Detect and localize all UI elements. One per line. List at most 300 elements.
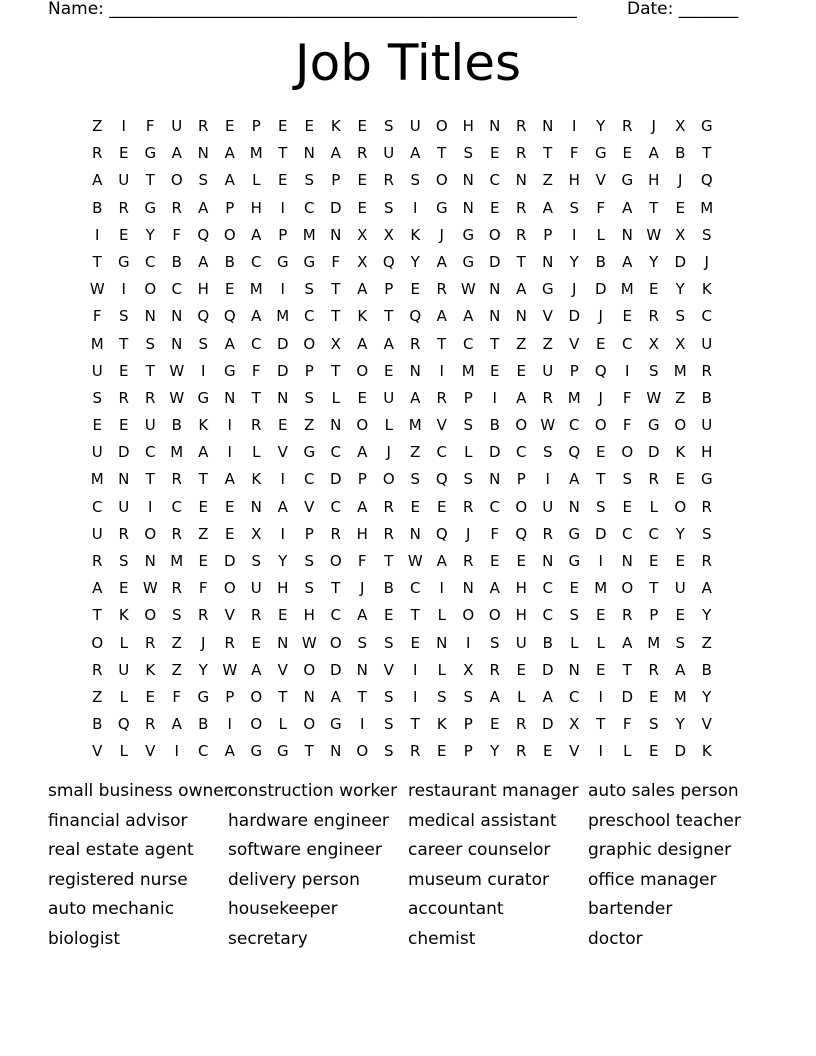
grid-letter[interactable]: A: [622, 252, 633, 271]
grid-letter[interactable]: S: [463, 687, 474, 706]
grid-letter[interactable]: R: [410, 334, 421, 353]
grid-letter[interactable]: H: [515, 606, 527, 625]
grid-letter[interactable]: Q: [435, 470, 448, 489]
grid-letter[interactable]: G: [144, 144, 157, 163]
grid-letter[interactable]: P: [463, 715, 473, 734]
grid-letter[interactable]: S: [171, 606, 182, 625]
grid-letter[interactable]: D: [647, 443, 660, 462]
grid-letter[interactable]: N: [250, 497, 262, 516]
grid-letter[interactable]: C: [410, 579, 421, 598]
grid-letter[interactable]: A: [198, 443, 209, 462]
grid-letter[interactable]: V: [542, 307, 553, 326]
grid-letter[interactable]: C: [489, 171, 500, 190]
grid-letter[interactable]: U: [91, 443, 103, 462]
grid-letter[interactable]: E: [516, 361, 526, 380]
grid-letter[interactable]: A: [489, 687, 500, 706]
grid-letter[interactable]: Q: [117, 715, 130, 734]
grid-letter[interactable]: D: [276, 334, 289, 353]
grid-letter[interactable]: E: [384, 361, 394, 380]
grid-letter[interactable]: L: [649, 497, 658, 516]
grid-letter[interactable]: H: [197, 280, 209, 299]
grid-letter[interactable]: N: [277, 388, 289, 407]
grid-letter[interactable]: L: [596, 225, 605, 244]
grid-letter[interactable]: T: [596, 715, 606, 734]
grid-letter[interactable]: U: [171, 117, 183, 135]
grid-letter[interactable]: C: [516, 443, 527, 462]
grid-letter[interactable]: E: [357, 171, 367, 190]
grid-letter[interactable]: U: [118, 171, 130, 190]
grid-letter[interactable]: I: [121, 117, 126, 135]
grid-letter[interactable]: Y: [596, 117, 606, 135]
grid-letter[interactable]: E: [490, 144, 500, 163]
grid-letter[interactable]: Y: [675, 280, 685, 299]
grid-letter[interactable]: B: [595, 252, 606, 271]
grid-letter[interactable]: X: [330, 334, 341, 353]
grid-letter[interactable]: R: [145, 388, 156, 407]
grid-letter[interactable]: R: [383, 524, 394, 543]
grid-letter[interactable]: G: [700, 117, 713, 135]
grid-letter[interactable]: L: [437, 660, 446, 679]
grid-letter[interactable]: A: [436, 552, 447, 570]
grid-letter[interactable]: S: [410, 171, 421, 190]
grid-letter[interactable]: X: [675, 225, 686, 244]
grid-letter[interactable]: D: [594, 280, 607, 299]
grid-letter[interactable]: V: [436, 416, 447, 435]
grid-letter[interactable]: V: [383, 660, 394, 679]
grid-letter[interactable]: R: [701, 552, 712, 570]
grid-letter[interactable]: R: [251, 416, 262, 435]
grid-letter[interactable]: K: [118, 606, 129, 625]
grid-letter[interactable]: W: [646, 225, 662, 244]
grid-letter[interactable]: S: [648, 361, 659, 380]
grid-letter[interactable]: U: [701, 416, 713, 435]
grid-letter[interactable]: M: [276, 307, 290, 326]
grid-letter[interactable]: C: [304, 307, 315, 326]
grid-letter[interactable]: A: [357, 606, 368, 625]
grid-letter[interactable]: E: [649, 280, 659, 299]
grid-letter[interactable]: H: [515, 579, 527, 598]
grid-letter[interactable]: E: [675, 198, 685, 217]
grid-letter[interactable]: O: [303, 334, 316, 353]
grid-letter[interactable]: E: [251, 633, 261, 652]
grid-letter[interactable]: J: [360, 579, 365, 598]
grid-letter[interactable]: I: [625, 361, 630, 380]
grid-letter[interactable]: R: [489, 660, 500, 679]
grid-letter[interactable]: E: [357, 117, 367, 135]
grid-letter[interactable]: N: [277, 633, 289, 652]
grid-letter[interactable]: U: [542, 361, 554, 380]
grid-letter[interactable]: H: [356, 524, 368, 543]
grid-letter[interactable]: V: [569, 334, 580, 353]
grid-letter[interactable]: E: [119, 144, 129, 163]
grid-letter[interactable]: I: [413, 198, 418, 217]
grid-letter[interactable]: C: [489, 497, 500, 516]
grid-letter[interactable]: M: [249, 280, 263, 299]
grid-letter[interactable]: O: [382, 470, 395, 489]
grid-letter[interactable]: L: [596, 633, 605, 652]
grid-letter[interactable]: E: [410, 497, 420, 516]
grid-letter[interactable]: C: [463, 334, 474, 353]
grid-letter[interactable]: Q: [700, 171, 713, 190]
grid-letter[interactable]: J: [466, 524, 471, 543]
grid-letter[interactable]: T: [278, 144, 288, 163]
grid-letter[interactable]: L: [384, 416, 393, 435]
grid-letter[interactable]: T: [649, 198, 659, 217]
grid-letter[interactable]: G: [541, 280, 554, 299]
grid-letter[interactable]: N: [330, 225, 342, 244]
grid-letter[interactable]: R: [145, 715, 156, 734]
grid-letter[interactable]: T: [251, 388, 261, 407]
grid-letter[interactable]: Y: [490, 742, 500, 761]
grid-letter[interactable]: C: [92, 497, 103, 516]
grid-letter[interactable]: E: [278, 606, 288, 625]
grid-letter[interactable]: E: [437, 497, 447, 516]
grid-letter[interactable]: E: [596, 443, 606, 462]
grid-letter[interactable]: O: [594, 416, 607, 435]
grid-letter[interactable]: I: [201, 361, 206, 380]
grid-letter[interactable]: D: [329, 198, 342, 217]
grid-letter[interactable]: V: [701, 715, 712, 734]
grid-letter[interactable]: E: [410, 633, 420, 652]
grid-letter[interactable]: A: [357, 497, 368, 516]
grid-letter[interactable]: O: [488, 225, 501, 244]
grid-letter[interactable]: Q: [568, 443, 581, 462]
grid-letter[interactable]: U: [674, 579, 686, 598]
grid-letter[interactable]: E: [410, 280, 420, 299]
grid-letter[interactable]: O: [515, 416, 528, 435]
grid-letter[interactable]: R: [701, 361, 712, 380]
grid-letter[interactable]: A: [198, 252, 209, 271]
grid-letter[interactable]: K: [330, 117, 341, 135]
grid-letter[interactable]: B: [701, 660, 712, 679]
grid-letter[interactable]: I: [572, 117, 577, 135]
grid-letter[interactable]: Z: [198, 524, 209, 543]
grid-letter[interactable]: N: [542, 252, 554, 271]
grid-letter[interactable]: F: [198, 579, 208, 598]
grid-letter[interactable]: A: [224, 171, 235, 190]
grid-letter[interactable]: Z: [701, 633, 712, 652]
grid-letter[interactable]: P: [569, 361, 579, 380]
grid-letter[interactable]: Q: [223, 307, 236, 326]
grid-letter[interactable]: H: [648, 171, 660, 190]
grid-letter[interactable]: X: [675, 117, 686, 135]
grid-letter[interactable]: A: [330, 687, 341, 706]
grid-letter[interactable]: S: [198, 171, 209, 190]
grid-letter[interactable]: E: [675, 552, 685, 570]
grid-letter[interactable]: H: [277, 579, 289, 598]
grid-letter[interactable]: S: [383, 715, 394, 734]
grid-letter[interactable]: R: [171, 524, 182, 543]
grid-letter[interactable]: S: [595, 497, 606, 516]
grid-letter[interactable]: O: [356, 361, 369, 380]
grid-letter[interactable]: S: [489, 633, 500, 652]
grid-letter[interactable]: G: [568, 524, 581, 543]
grid-letter[interactable]: A: [410, 388, 421, 407]
grid-letter[interactable]: S: [304, 388, 315, 407]
grid-letter[interactable]: P: [278, 225, 288, 244]
grid-letter[interactable]: O: [329, 552, 342, 570]
grid-letter[interactable]: S: [304, 552, 315, 570]
grid-letter[interactable]: R: [118, 388, 129, 407]
grid-letter[interactable]: M: [461, 361, 475, 380]
grid-letter[interactable]: N: [568, 497, 580, 516]
grid-letter[interactable]: A: [224, 334, 235, 353]
grid-letter[interactable]: I: [413, 660, 418, 679]
grid-letter[interactable]: O: [674, 497, 687, 516]
grid-letter[interactable]: I: [439, 579, 444, 598]
grid-letter[interactable]: O: [250, 715, 263, 734]
grid-letter[interactable]: M: [673, 687, 687, 706]
grid-letter[interactable]: S: [198, 334, 209, 353]
grid-letter[interactable]: I: [413, 687, 418, 706]
grid-letter[interactable]: S: [383, 198, 394, 217]
grid-letter[interactable]: O: [91, 633, 104, 652]
grid-letter[interactable]: C: [436, 443, 447, 462]
grid-letter[interactable]: I: [121, 280, 126, 299]
grid-letter[interactable]: Q: [515, 524, 528, 543]
grid-letter[interactable]: N: [436, 633, 448, 652]
grid-letter[interactable]: F: [172, 687, 182, 706]
grid-letter[interactable]: I: [545, 470, 550, 489]
grid-letter[interactable]: E: [569, 579, 579, 598]
grid-letter[interactable]: V: [595, 171, 606, 190]
grid-letter[interactable]: S: [569, 606, 580, 625]
grid-letter[interactable]: D: [488, 252, 501, 271]
grid-letter[interactable]: N: [118, 470, 130, 489]
grid-letter[interactable]: C: [251, 334, 262, 353]
grid-letter[interactable]: L: [252, 171, 261, 190]
grid-letter[interactable]: T: [490, 334, 500, 353]
grid-letter[interactable]: L: [570, 633, 579, 652]
grid-letter[interactable]: G: [700, 470, 713, 489]
grid-letter[interactable]: Y: [702, 606, 712, 625]
grid-letter[interactable]: C: [569, 687, 580, 706]
grid-letter[interactable]: Q: [435, 524, 448, 543]
grid-letter[interactable]: L: [252, 443, 261, 462]
grid-letter[interactable]: E: [198, 552, 208, 570]
grid-letter[interactable]: C: [542, 606, 553, 625]
grid-letter[interactable]: T: [649, 579, 659, 598]
grid-letter[interactable]: R: [516, 715, 527, 734]
grid-letter[interactable]: G: [197, 687, 210, 706]
grid-letter[interactable]: I: [439, 361, 444, 380]
grid-letter[interactable]: E: [649, 687, 659, 706]
grid-letter[interactable]: S: [383, 742, 394, 761]
grid-letter[interactable]: Z: [171, 633, 182, 652]
grid-letter[interactable]: T: [145, 361, 155, 380]
grid-letter[interactable]: D: [568, 307, 581, 326]
grid-letter[interactable]: L: [119, 687, 128, 706]
grid-letter[interactable]: R: [516, 117, 527, 135]
grid-letter[interactable]: R: [198, 117, 209, 135]
grid-letter[interactable]: E: [225, 524, 235, 543]
grid-letter[interactable]: K: [357, 307, 368, 326]
grid-letter[interactable]: Y: [145, 225, 155, 244]
grid-letter[interactable]: A: [357, 443, 368, 462]
grid-letter[interactable]: T: [331, 361, 341, 380]
grid-letter[interactable]: M: [673, 361, 687, 380]
grid-letter[interactable]: T: [331, 280, 341, 299]
grid-letter[interactable]: P: [304, 361, 314, 380]
grid-letter[interactable]: M: [647, 633, 661, 652]
grid-letter[interactable]: Y: [198, 660, 208, 679]
grid-letter[interactable]: R: [463, 552, 474, 570]
grid-letter[interactable]: E: [437, 742, 447, 761]
grid-letter[interactable]: K: [701, 280, 712, 299]
grid-letter[interactable]: L: [437, 606, 446, 625]
grid-letter[interactable]: A: [516, 388, 527, 407]
grid-letter[interactable]: P: [463, 388, 473, 407]
grid-letter[interactable]: T: [119, 334, 129, 353]
grid-letter[interactable]: P: [543, 225, 553, 244]
grid-letter[interactable]: T: [543, 144, 553, 163]
grid-letter[interactable]: Z: [542, 171, 553, 190]
grid-letter[interactable]: O: [250, 687, 263, 706]
grid-letter[interactable]: A: [622, 633, 633, 652]
grid-letter[interactable]: R: [516, 225, 527, 244]
grid-letter[interactable]: S: [569, 198, 580, 217]
grid-letter[interactable]: I: [148, 497, 153, 516]
grid-letter[interactable]: V: [277, 660, 288, 679]
grid-letter[interactable]: S: [542, 443, 553, 462]
grid-letter[interactable]: C: [304, 470, 315, 489]
grid-letter[interactable]: D: [488, 443, 501, 462]
grid-letter[interactable]: W: [142, 579, 158, 598]
grid-letter[interactable]: E: [622, 307, 632, 326]
grid-letter[interactable]: N: [542, 552, 554, 570]
grid-letter[interactable]: N: [303, 144, 315, 163]
grid-letter[interactable]: R: [118, 524, 129, 543]
grid-letter[interactable]: Q: [197, 225, 210, 244]
grid-letter[interactable]: N: [409, 361, 421, 380]
grid-letter[interactable]: F: [622, 388, 632, 407]
grid-letter[interactable]: R: [648, 660, 659, 679]
grid-letter[interactable]: Z: [171, 660, 182, 679]
grid-letter[interactable]: S: [648, 715, 659, 734]
grid-letter[interactable]: Q: [409, 307, 422, 326]
grid-letter[interactable]: F: [92, 307, 102, 326]
grid-letter[interactable]: Y: [702, 687, 712, 706]
grid-letter[interactable]: Y: [675, 524, 685, 543]
grid-letter[interactable]: T: [596, 470, 606, 489]
grid-letter[interactable]: B: [542, 633, 553, 652]
grid-letter[interactable]: O: [621, 443, 634, 462]
grid-letter[interactable]: B: [92, 715, 103, 734]
grid-letter[interactable]: E: [278, 416, 288, 435]
grid-letter[interactable]: F: [172, 225, 182, 244]
grid-letter[interactable]: E: [119, 225, 129, 244]
grid-letter[interactable]: J: [201, 633, 206, 652]
grid-letter[interactable]: G: [276, 742, 289, 761]
grid-letter[interactable]: U: [144, 416, 156, 435]
grid-letter[interactable]: P: [251, 117, 261, 135]
grid-letter[interactable]: C: [145, 252, 156, 271]
grid-letter[interactable]: T: [437, 144, 447, 163]
grid-letter[interactable]: Z: [542, 334, 553, 353]
grid-letter[interactable]: G: [621, 171, 634, 190]
grid-letter[interactable]: D: [621, 687, 634, 706]
grid-letter[interactable]: U: [91, 361, 103, 380]
grid-letter[interactable]: X: [569, 715, 580, 734]
grid-letter[interactable]: O: [144, 606, 157, 625]
grid-letter[interactable]: R: [542, 524, 553, 543]
grid-letter[interactable]: S: [410, 470, 421, 489]
grid-letter[interactable]: A: [410, 144, 421, 163]
grid-letter[interactable]: S: [701, 524, 712, 543]
grid-letter[interactable]: E: [225, 117, 235, 135]
grid-letter[interactable]: M: [620, 280, 634, 299]
grid-letter[interactable]: A: [171, 144, 182, 163]
grid-letter[interactable]: Z: [92, 687, 103, 706]
grid-letter[interactable]: T: [145, 171, 155, 190]
grid-letter[interactable]: R: [648, 307, 659, 326]
grid-letter[interactable]: F: [145, 117, 155, 135]
grid-letter[interactable]: R: [330, 524, 341, 543]
grid-letter[interactable]: H: [462, 117, 474, 135]
grid-letter[interactable]: S: [675, 307, 686, 326]
grid-letter[interactable]: W: [646, 388, 662, 407]
grid-letter[interactable]: T: [384, 307, 394, 326]
grid-letter[interactable]: O: [303, 715, 316, 734]
grid-letter[interactable]: E: [119, 361, 129, 380]
grid-letter[interactable]: T: [331, 307, 341, 326]
grid-letter[interactable]: R: [516, 144, 527, 163]
grid-letter[interactable]: A: [251, 225, 262, 244]
grid-letter[interactable]: D: [117, 443, 130, 462]
grid-letter[interactable]: T: [410, 715, 420, 734]
grid-letter[interactable]: R: [383, 171, 394, 190]
grid-letter[interactable]: J: [572, 280, 577, 299]
grid-letter[interactable]: Q: [382, 252, 395, 271]
grid-letter[interactable]: O: [144, 524, 157, 543]
grid-letter[interactable]: E: [675, 470, 685, 489]
grid-letter[interactable]: M: [302, 225, 316, 244]
grid-letter[interactable]: G: [303, 252, 316, 271]
grid-letter[interactable]: N: [489, 470, 501, 489]
grid-letter[interactable]: I: [227, 416, 232, 435]
grid-letter[interactable]: N: [356, 660, 368, 679]
grid-letter[interactable]: F: [357, 552, 367, 570]
grid-letter[interactable]: U: [542, 497, 554, 516]
grid-letter[interactable]: B: [701, 388, 712, 407]
grid-letter[interactable]: N: [462, 579, 474, 598]
grid-letter[interactable]: B: [198, 715, 209, 734]
grid-letter[interactable]: U: [515, 633, 527, 652]
grid-letter[interactable]: R: [542, 388, 553, 407]
grid-letter[interactable]: N: [197, 144, 209, 163]
grid-letter[interactable]: T: [92, 252, 102, 271]
grid-letter[interactable]: F: [331, 252, 341, 271]
grid-letter[interactable]: T: [622, 660, 632, 679]
grid-letter[interactable]: N: [303, 687, 315, 706]
grid-letter[interactable]: R: [357, 144, 368, 163]
grid-letter[interactable]: P: [331, 171, 341, 190]
grid-letter[interactable]: I: [360, 715, 365, 734]
grid-letter[interactable]: O: [356, 416, 369, 435]
grid-letter[interactable]: E: [119, 579, 129, 598]
grid-letter[interactable]: A: [463, 307, 474, 326]
grid-letter[interactable]: X: [357, 225, 368, 244]
grid-letter[interactable]: L: [278, 715, 287, 734]
grid-letter[interactable]: U: [250, 579, 262, 598]
grid-letter[interactable]: N: [515, 171, 527, 190]
grid-letter[interactable]: A: [251, 307, 262, 326]
grid-letter[interactable]: E: [278, 171, 288, 190]
grid-letter[interactable]: K: [410, 225, 421, 244]
grid-letter[interactable]: E: [490, 715, 500, 734]
grid-letter[interactable]: O: [144, 280, 157, 299]
grid-letter[interactable]: A: [516, 280, 527, 299]
